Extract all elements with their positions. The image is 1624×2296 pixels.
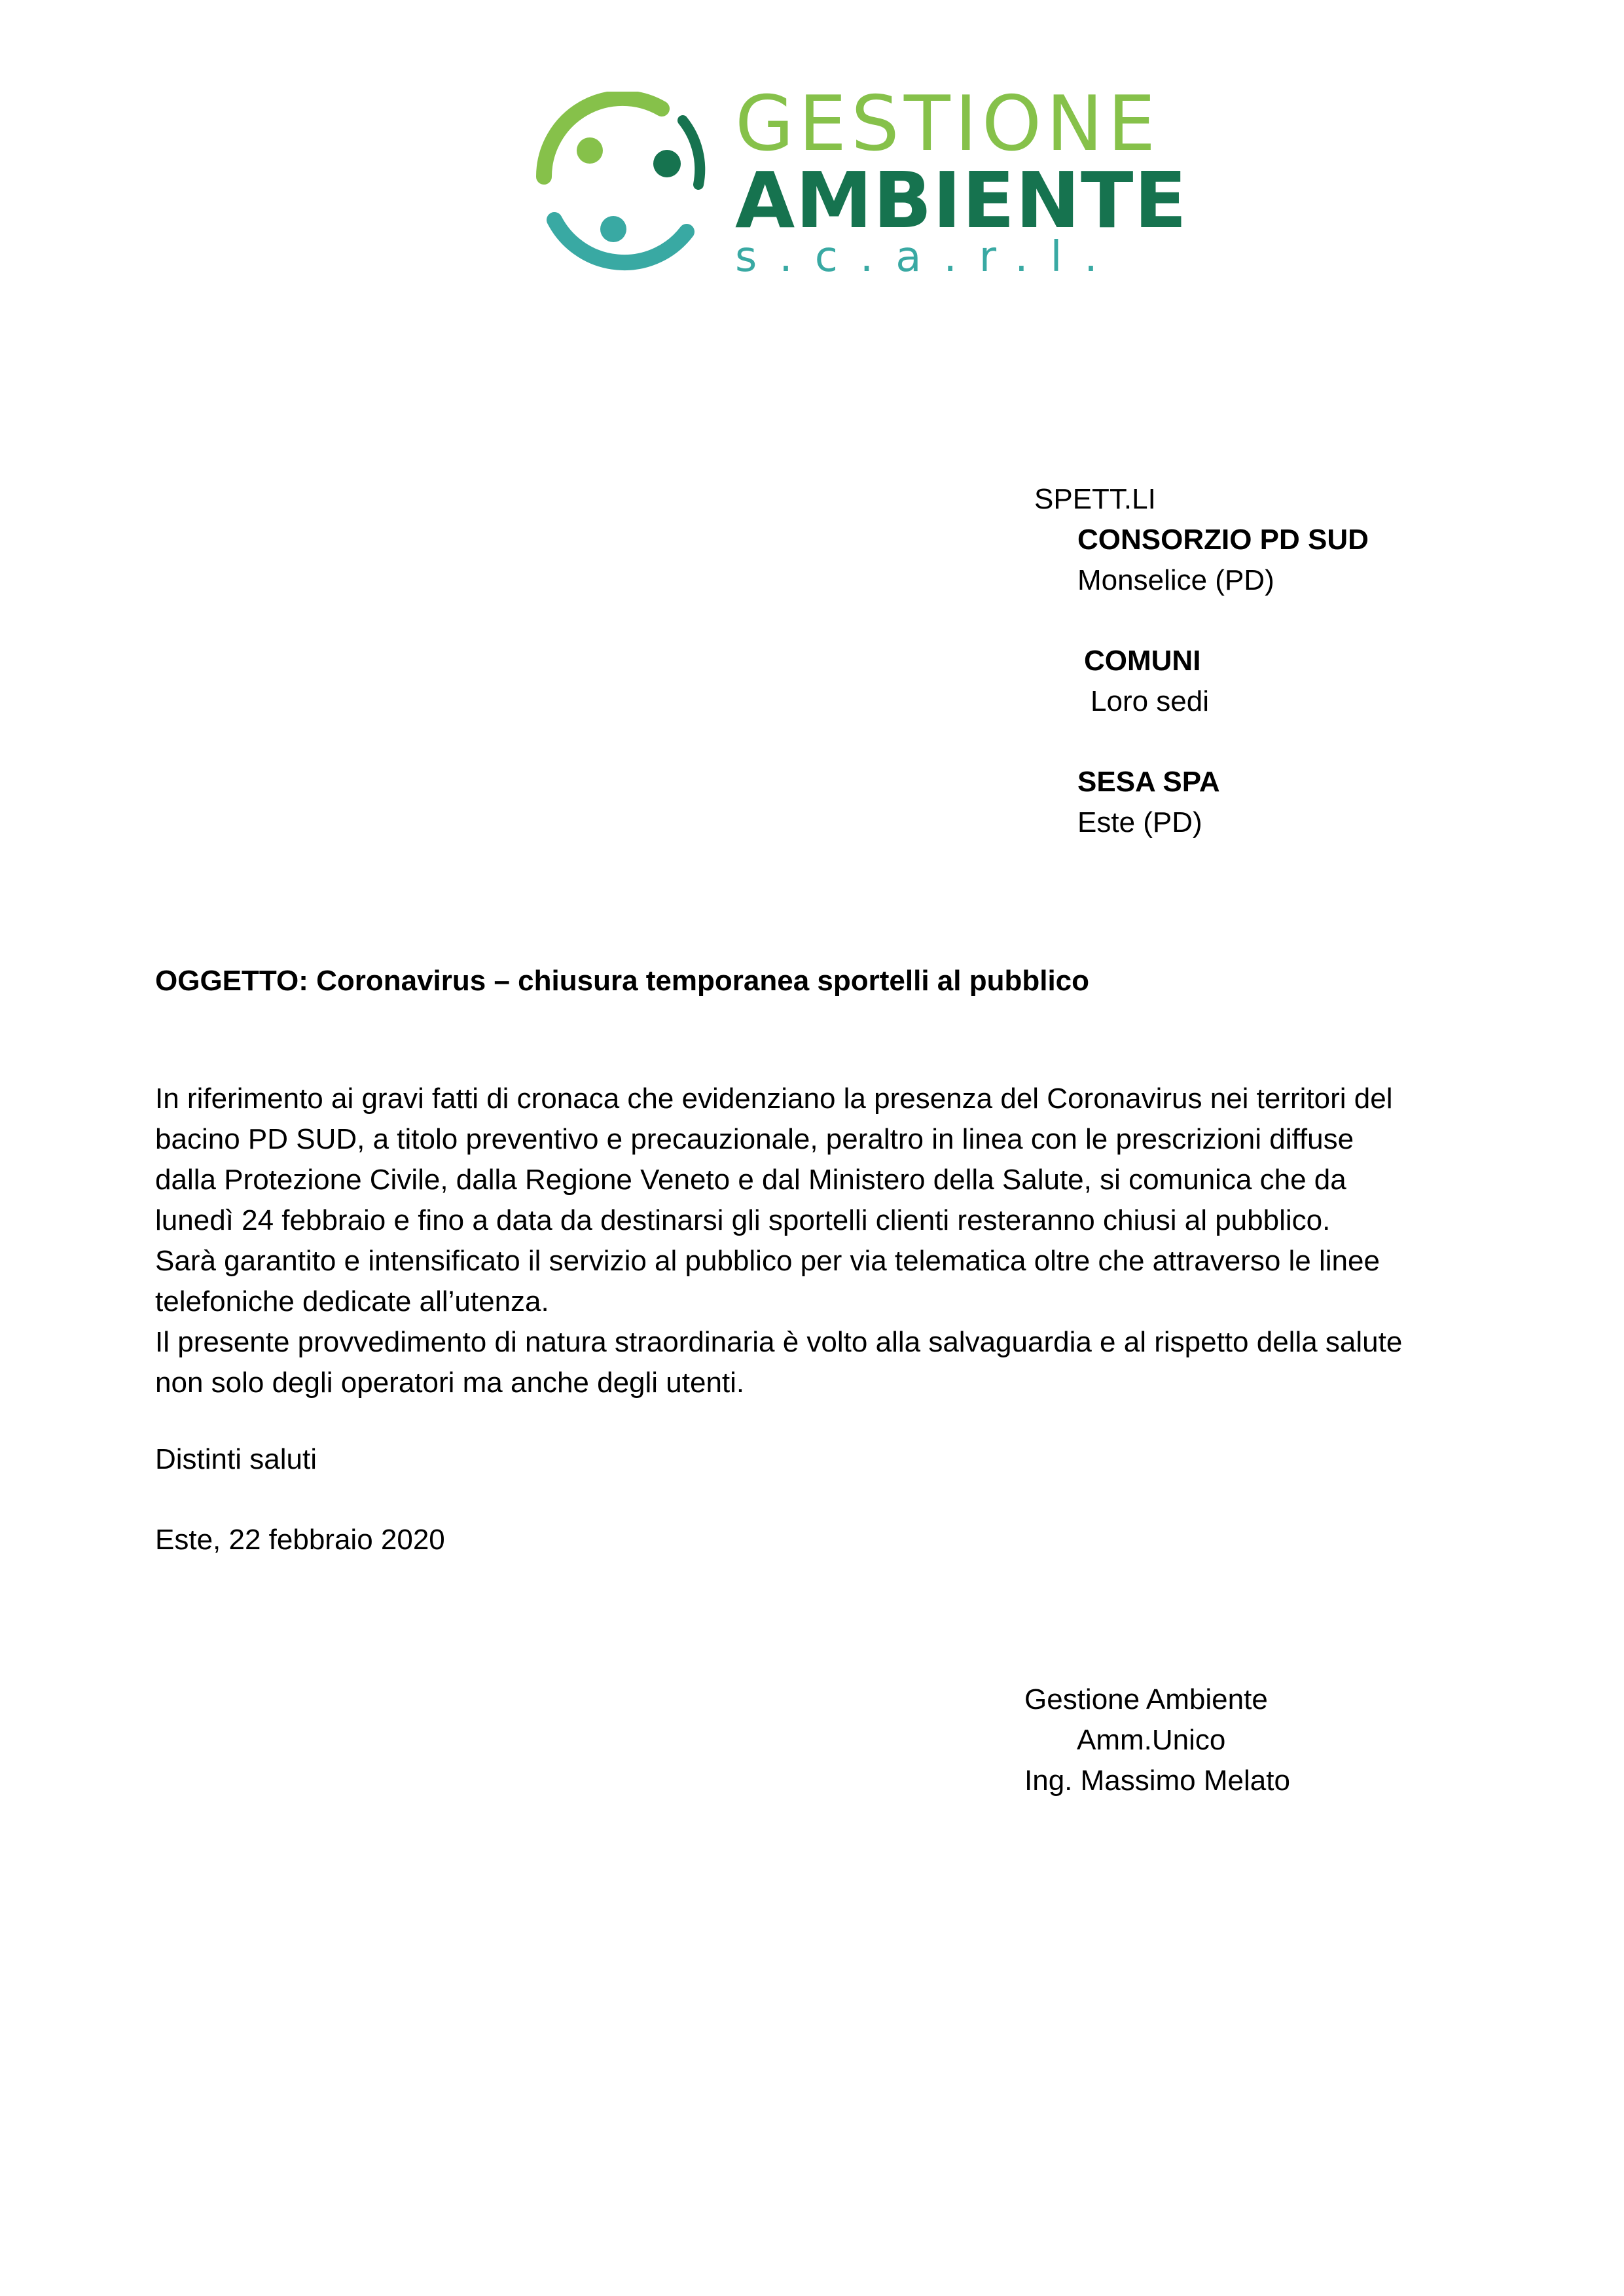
body-line: Il presente provvedimento di natura straordinaria è volto alla salvaguardia e al rispetto della salute — [155, 1326, 1403, 1358]
signature-company: Gestione Ambiente — [1024, 1683, 1268, 1715]
body-line: telefoniche dedicate all’utenza. — [155, 1285, 549, 1318]
body-line: In riferimento ai gravi fatti di cronaca che evidenziano la presenza del Coronavirus nei territori del — [155, 1083, 1393, 1115]
subject-line: OGGETTO: Coronavirus – chiusura temporanea sportelli al pubblico — [155, 965, 1090, 997]
recipients-heading: SPETT.LI — [1034, 483, 1156, 515]
logo-mark-icon — [527, 92, 717, 281]
recipient-name: CONSORZIO PD SUD — [1077, 524, 1369, 556]
body-line: dalla Protezione Civile, dalla Regione Veneto e dal Ministero della Salute, si comunica che da — [155, 1164, 1346, 1196]
closing-salutation: Distinti saluti — [155, 1443, 317, 1475]
place-and-date: Este, 22 febbraio 2020 — [155, 1524, 445, 1556]
recipient-name: SESA SPA — [1077, 766, 1220, 798]
logo-text-gestione: GESTIONE — [735, 80, 1161, 168]
signature-role: Amm.Unico — [1077, 1724, 1226, 1756]
logo-text-scarl: s.c.a.r.l. — [735, 233, 1120, 281]
recipient-place: Monselice (PD) — [1077, 564, 1274, 596]
letter-body — [155, 1079, 1517, 1403]
logo-text-ambiente: AMBIENTE — [735, 155, 1188, 245]
signature-name: Ing. Massimo Melato — [1024, 1765, 1290, 1797]
recipient-place: Loro sedi — [1091, 685, 1210, 717]
body-line: bacino PD SUD, a titolo preventivo e precauzionale, peraltro in linea con le prescrizioni diffuse — [155, 1123, 1354, 1155]
body-line: Sarà garantito e intensificato il servizio al pubblico per via telematica oltre che attraverso le linee — [155, 1245, 1380, 1277]
recipients-block — [1034, 479, 1558, 843]
body-line: lunedì 24 febbraio e fino a data da destinarsi gli sportelli clienti resteranno chiusi al pubblico. — [155, 1204, 1331, 1236]
company-logo — [527, 80, 1188, 281]
body-line: non solo degli operatori ma anche degli utenti. — [155, 1367, 745, 1399]
recipient-name: COMUNI — [1084, 645, 1201, 677]
signature-block — [1024, 1679, 1548, 1801]
recipient-place: Este (PD) — [1077, 806, 1202, 838]
